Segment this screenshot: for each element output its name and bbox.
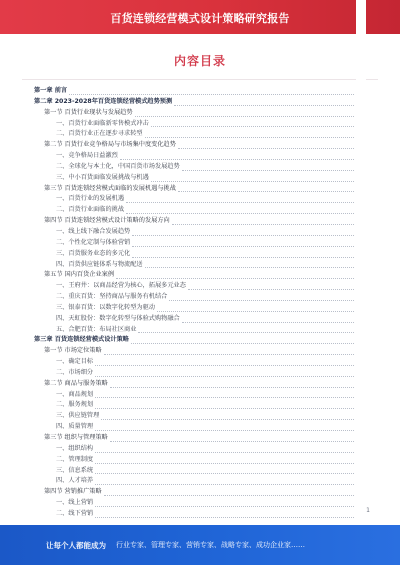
toc-leader-dots — [69, 94, 354, 95]
toc-entry-label: 二、管理制度 — [56, 455, 94, 463]
toc-entry[interactable] — [34, 227, 366, 238]
toc-entry-label: 第三章 百货连锁经营模式设计策略 — [34, 336, 129, 344]
toc-leader-dots — [178, 148, 354, 149]
toc-leader-dots — [169, 300, 354, 301]
toc-entry[interactable] — [34, 129, 366, 140]
toc-entry[interactable] — [34, 390, 366, 401]
toc-leader-dots — [95, 473, 354, 474]
toc-entry[interactable] — [34, 173, 366, 184]
toc-leader-dots — [126, 213, 354, 214]
toc-entry[interactable] — [34, 194, 366, 205]
report-header — [0, 0, 400, 34]
toc-leader-dots — [95, 452, 354, 453]
toc-leader-dots — [110, 441, 354, 442]
toc-entry-label: 第一章 前言 — [34, 87, 68, 94]
toc-entry[interactable] — [34, 466, 366, 477]
toc-entry[interactable] — [34, 151, 366, 162]
toc-entry[interactable] — [34, 400, 366, 411]
toc-entry[interactable] — [34, 444, 366, 455]
page-number: 1 — [366, 507, 370, 514]
toc-entry-label: 三、百货服务业态的多元化 — [56, 249, 131, 257]
toc-leader-dots — [132, 235, 354, 236]
table-of-contents — [34, 86, 366, 517]
toc-entry[interactable] — [34, 97, 366, 108]
toc-entry-label: 第四节 百货连锁经营模式设计策略的发展方向 — [44, 217, 170, 225]
toc-leader-dots — [104, 495, 354, 496]
toc-entry-label: 一、王府井：以商品经营为核心，拓展多元业态 — [56, 282, 186, 290]
toc-entry-label: 四、质量管理 — [56, 423, 94, 431]
toc-leader-dots — [95, 408, 354, 409]
toc-entry[interactable] — [34, 260, 366, 271]
toc-leader-dots — [104, 354, 354, 355]
toc-entry[interactable] — [34, 325, 366, 336]
toc-entry[interactable] — [34, 86, 366, 97]
toc-entry[interactable] — [34, 498, 366, 509]
toc-leader-dots — [151, 126, 354, 127]
toc-entry[interactable] — [34, 357, 366, 368]
toc-entry-label: 第三节 组织与管理策略 — [44, 434, 108, 441]
toc-entry-label: 第二节 商品与服务策略 — [44, 379, 108, 387]
toc-entry[interactable] — [34, 433, 366, 444]
toc-entry[interactable] — [34, 238, 366, 249]
toc-entry[interactable] — [34, 205, 366, 216]
toc-leader-dots — [132, 246, 354, 247]
toc-entry[interactable] — [34, 455, 366, 466]
toc-entry[interactable] — [34, 487, 366, 498]
toc-entry[interactable] — [34, 140, 366, 151]
report-title: 百货连锁经营模式设计策略研究报告 — [110, 12, 290, 25]
toc-entry-label: 二、线下营销 — [56, 509, 94, 517]
toc-leader-dots — [178, 191, 354, 192]
toc-entry-label: 二、个性化定制与体验营销 — [56, 238, 131, 246]
toc-entry-label: 四、天虹股份：数字化转型与体验式购物融合 — [56, 314, 180, 322]
toc-leader-dots — [145, 267, 354, 268]
toc-leader-dots — [151, 181, 354, 182]
toc-entry-label: 第二节 百货行业竞争格局与市场集中度变化趋势 — [44, 141, 176, 149]
toc-leader-dots — [95, 463, 354, 464]
toc-entry[interactable] — [34, 184, 366, 195]
toc-leader-dots — [110, 387, 354, 388]
toc-entry[interactable] — [34, 249, 366, 260]
toc-title: 内容目录 — [173, 54, 226, 68]
toc-entry-label: 二、百货行业面临的挑战 — [56, 206, 125, 214]
toc-entry-label: 二、百货行业正在逐步寻求转型 — [56, 130, 143, 138]
toc-entry[interactable] — [34, 368, 366, 379]
toc-entry-label: 三、供应链管理 — [56, 412, 100, 420]
toc-divider — [22, 79, 378, 80]
toc-entry[interactable] — [34, 119, 366, 130]
toc-leader-dots — [95, 376, 354, 377]
toc-leader-dots — [182, 170, 354, 171]
toc-leader-dots — [138, 332, 354, 333]
toc-entry-label: 第四节 营销推广策略 — [44, 488, 102, 496]
toc-entry-page — [356, 0, 366, 520]
toc-entry[interactable] — [34, 346, 366, 357]
toc-entry[interactable] — [34, 162, 366, 173]
toc-entry-label: 三、信息系统 — [56, 466, 94, 474]
toc-leader-dots — [182, 322, 354, 323]
footer-right-text: 行业专家、管理专家、营销专家、战略专家、成功企业家…… — [116, 541, 305, 549]
toc-entry-label: 二、市场细分 — [56, 368, 94, 376]
toc-leader-dots — [120, 159, 354, 160]
toc-leader-dots — [188, 289, 354, 290]
toc-entry[interactable] — [34, 303, 366, 314]
toc-entry-label: 二、服务规划 — [56, 401, 94, 409]
toc-entry-label: 一、百货行业面临新零售模式冲击 — [56, 119, 149, 127]
toc-leader-dots — [126, 202, 354, 203]
toc-entry[interactable] — [34, 270, 366, 281]
toc-entry[interactable] — [34, 509, 366, 520]
toc-entry-label: 一、百货行业的发展机遇 — [56, 195, 125, 203]
toc-leader-dots — [145, 137, 354, 138]
toc-entry-label: 第一节 市场定位策略 — [44, 347, 102, 355]
toc-entry[interactable] — [34, 476, 366, 487]
toc-leader-dots — [101, 419, 354, 420]
footer-banner — [0, 525, 400, 565]
toc-entry-label: 一、商品规划 — [56, 390, 94, 398]
toc-leader-dots — [116, 278, 354, 279]
toc-entry[interactable] — [34, 108, 366, 119]
toc-entry[interactable] — [34, 292, 366, 303]
toc-entry-label: 二、重庆百货：坚持商品与服务有机结合 — [56, 293, 168, 301]
toc-entry[interactable] — [34, 422, 366, 433]
toc-leader-dots — [95, 397, 354, 398]
toc-entry-label: 一、组织结构 — [56, 444, 94, 452]
toc-entry-label: 第二章 2023-2028年百货连锁经营模式趋势预测 — [34, 97, 173, 105]
toc-leader-dots — [95, 365, 354, 366]
toc-leader-dots — [95, 506, 354, 507]
toc-entry[interactable] — [34, 314, 366, 325]
toc-leader-dots — [174, 105, 354, 106]
toc-entry-label: 一、线上线下融合发展趋势 — [56, 227, 131, 235]
toc-entry[interactable] — [34, 281, 366, 292]
toc-entry-label: 一、线上营销 — [56, 499, 94, 507]
toc-leader-dots — [157, 311, 354, 312]
toc-entry-label: 一、确定目标 — [56, 358, 94, 366]
toc-entry-label: 三、银泰百货：以数字化转型为驱动 — [56, 303, 155, 311]
toc-entry-label: 第一节 百货行业现状与发展趋势 — [44, 108, 133, 116]
toc-entry[interactable] — [34, 411, 366, 422]
toc-leader-dots — [95, 517, 354, 518]
toc-leader-dots — [135, 116, 354, 117]
toc-entry-label: 四、人才培养 — [56, 477, 94, 485]
toc-entry[interactable] — [34, 335, 366, 346]
toc-leader-dots — [95, 430, 354, 431]
toc-entry-label: 一、竞争格局日益激烈 — [56, 152, 118, 160]
toc-leader-dots — [131, 343, 354, 344]
toc-entry[interactable] — [34, 216, 366, 227]
toc-entry-label: 四、百货供应链体系与物流配送 — [56, 260, 143, 268]
toc-entry-label: 三、中小百货面临发展挑战与机遇 — [56, 173, 149, 181]
toc-leader-dots — [95, 484, 354, 485]
toc-leader-dots — [172, 224, 354, 225]
footer-left-text: 让每个人都能成为 — [46, 540, 106, 550]
toc-entry-label: 二、全球化与本土化，中国百货市场发展趋势 — [56, 162, 180, 170]
toc-leader-dots — [132, 257, 354, 258]
toc-entry[interactable] — [34, 379, 366, 390]
toc-entry-label: 第五节 国内百货企业案例 — [44, 271, 115, 279]
toc-entry-label: 第三节 百货连锁经营模式面临的发展机遇与挑战 — [44, 184, 176, 192]
toc-entry-label: 五、合肥百货：布局社区商业 — [56, 325, 137, 333]
